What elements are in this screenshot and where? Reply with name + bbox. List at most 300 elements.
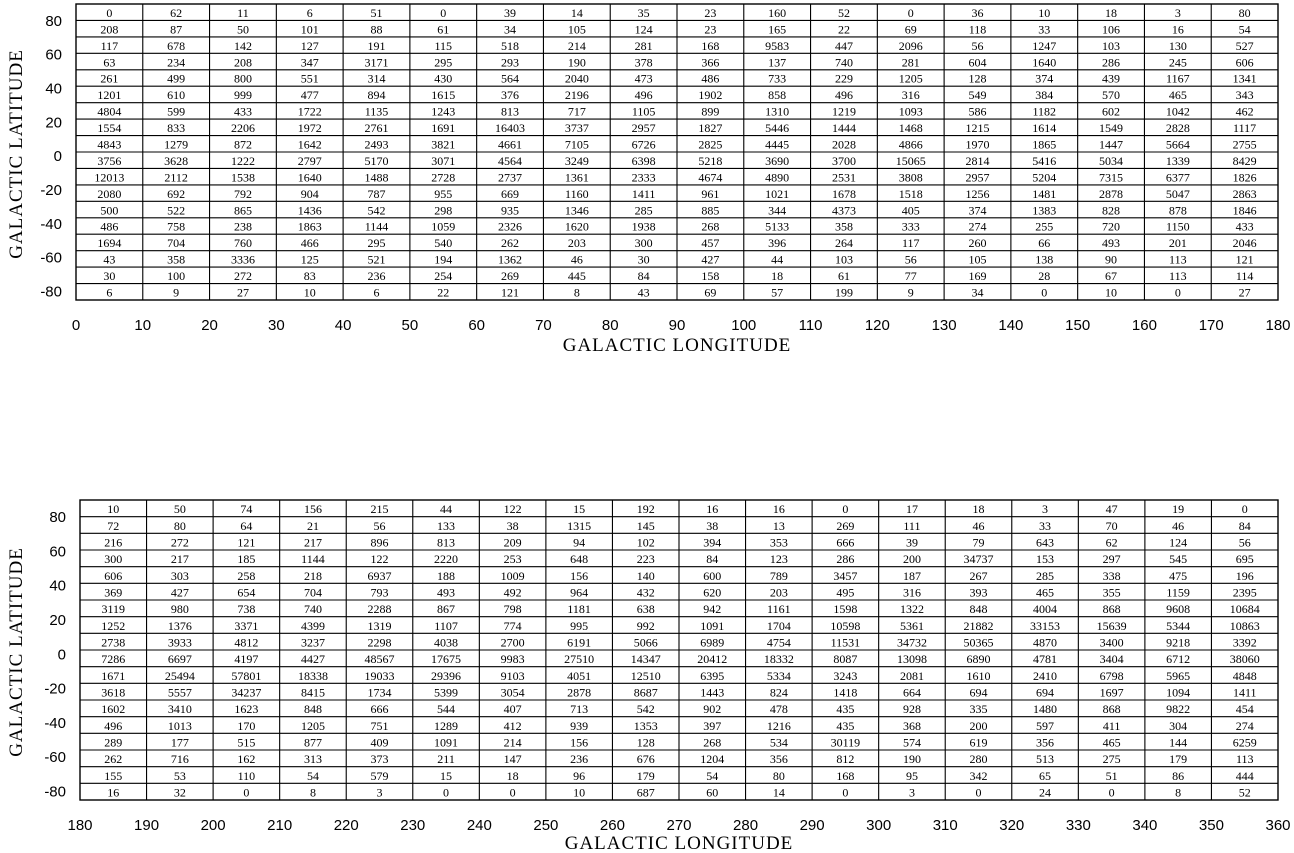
cell-value: 88 <box>370 22 383 37</box>
cell-value: 113 <box>1169 252 1187 267</box>
cell-value: 2326 <box>498 219 523 234</box>
cell-value: 34 <box>504 22 517 37</box>
cell-value: 1252 <box>101 618 126 633</box>
cell-value: 496 <box>634 88 653 103</box>
y-tick-label: 60 <box>45 46 62 64</box>
cell-value: 676 <box>636 752 655 767</box>
cell-value: 0 <box>1108 785 1115 800</box>
cell-value: 90 <box>1105 252 1118 267</box>
cell-value: 13 <box>772 518 785 533</box>
cell-value: 0 <box>842 502 849 517</box>
x-tick-label: 300 <box>866 817 892 834</box>
cell-value: 54 <box>706 768 719 783</box>
cell-value: 1362 <box>498 252 523 267</box>
cell-value: 1167 <box>1166 71 1190 86</box>
cell-value: 4038 <box>434 635 459 650</box>
cell-value: 168 <box>836 768 855 783</box>
cell-value: 695 <box>1235 552 1254 567</box>
cell-value: 5066 <box>633 635 658 650</box>
cell-value: 13098 <box>896 652 927 667</box>
cell-value: 369 <box>104 585 123 600</box>
cell-value: 8 <box>309 785 316 800</box>
cell-value: 478 <box>769 702 788 717</box>
cell-value: 51 <box>370 5 383 20</box>
cell-value: 214 <box>503 735 522 750</box>
cell-value: 9583 <box>765 38 790 53</box>
cell-value: 60 <box>706 785 719 800</box>
cell-value: 1620 <box>564 219 589 234</box>
y-tick-label: -80 <box>44 783 66 801</box>
cell-value: 344 <box>768 203 787 218</box>
cell-value: 1481 <box>1032 186 1057 201</box>
cell-value: 935 <box>501 203 520 218</box>
cell-value: 56 <box>904 252 917 267</box>
cell-value: 1480 <box>1033 702 1058 717</box>
cell-value: 103 <box>834 252 853 267</box>
cell-value: 4781 <box>1033 652 1058 667</box>
y-tick-label: 40 <box>45 80 62 98</box>
cell-value: 0 <box>975 785 982 800</box>
cell-value: 0 <box>106 5 113 20</box>
cell-value: 6377 <box>1165 170 1190 185</box>
cell-value: 393 <box>969 585 988 600</box>
cell-value: 551 <box>300 71 319 86</box>
cell-value: 6 <box>106 285 113 300</box>
cell-value: 169 <box>968 269 987 284</box>
cell-value: 980 <box>170 602 189 617</box>
cell-value: 5344 <box>1166 618 1191 633</box>
cell-value: 84 <box>637 269 650 284</box>
x-tick-label: 40 <box>334 317 352 334</box>
cell-value: 6 <box>306 5 313 20</box>
cell-value: 716 <box>170 752 189 767</box>
cell-value: 245 <box>1168 55 1187 70</box>
cell-value: 1341 <box>1232 71 1257 86</box>
cell-value: 435 <box>836 718 855 733</box>
cell-value: 358 <box>167 252 186 267</box>
cell-value: 54 <box>1238 22 1251 37</box>
cell-value: 32 <box>173 785 186 800</box>
cell-value: 34237 <box>231 685 262 700</box>
x-tick-label: 60 <box>468 317 486 334</box>
cell-value: 439 <box>1102 71 1121 86</box>
cell-value: 586 <box>968 104 987 119</box>
cell-value: 272 <box>233 269 252 284</box>
cell-value: 858 <box>768 88 787 103</box>
cell-value: 19 <box>1172 502 1185 517</box>
cell-value: 1361 <box>564 170 589 185</box>
cell-value: 137 <box>768 55 787 70</box>
cell-value: 713 <box>570 702 589 717</box>
cell-value: 643 <box>1036 535 1055 550</box>
cell-value: 83 <box>303 269 316 284</box>
cell-value: 177 <box>170 735 189 750</box>
cell-value: 2728 <box>431 170 456 185</box>
cell-value: 600 <box>703 568 722 583</box>
cell-value: 1443 <box>700 685 725 700</box>
cell-value: 10 <box>303 285 316 300</box>
cell-value: 34737 <box>963 552 994 567</box>
cell-value: 894 <box>367 88 386 103</box>
cell-value: 274 <box>968 219 987 234</box>
cell-value: 800 <box>233 71 252 86</box>
cell-value: 10 <box>1038 5 1051 20</box>
cell-value: 18 <box>972 502 985 517</box>
x-tick-label: 230 <box>400 817 426 834</box>
y-tick-label: -40 <box>40 215 62 233</box>
cell-value: 179 <box>1169 752 1188 767</box>
cell-value: 9 <box>173 285 180 300</box>
cell-value: 5416 <box>1032 153 1057 168</box>
cell-value: 1161 <box>767 602 791 617</box>
x-axis-title: GALACTIC LONGITUDE <box>564 833 794 853</box>
cell-value: 56 <box>1238 535 1251 550</box>
cell-value: 4004 <box>1033 602 1058 617</box>
cell-value: 65 <box>1039 768 1052 783</box>
cell-value: 544 <box>437 702 456 717</box>
cell-value: 447 <box>834 38 853 53</box>
cell-value: 10 <box>107 502 120 517</box>
cell-value: 27 <box>236 285 249 300</box>
cell-value: 1376 <box>167 618 192 633</box>
cell-value: 255 <box>1035 219 1054 234</box>
cell-value: 2112 <box>164 170 188 185</box>
cell-value: 216 <box>104 535 123 550</box>
cell-value: 214 <box>567 38 586 53</box>
cell-value: 545 <box>1169 552 1188 567</box>
cell-value: 928 <box>902 702 921 717</box>
cell-value: 1436 <box>297 203 322 218</box>
cell-value: 7315 <box>1099 170 1124 185</box>
cell-value: 5133 <box>765 219 790 234</box>
cell-value: 298 <box>434 203 453 218</box>
cell-value: 6259 <box>1232 735 1257 750</box>
cell-value: 619 <box>969 735 988 750</box>
cell-value: 368 <box>902 718 921 733</box>
cell-value: 70 <box>1105 518 1118 533</box>
cell-value: 34732 <box>896 635 927 650</box>
cell-value: 110 <box>237 768 256 783</box>
cell-value: 140 <box>636 568 655 583</box>
cell-value: 168 <box>701 38 720 53</box>
cell-value: 147 <box>503 752 522 767</box>
cell-value: 740 <box>303 602 322 617</box>
cell-value: 4399 <box>300 618 325 633</box>
cell-value: 304 <box>1169 718 1188 733</box>
x-tick-label: 200 <box>200 817 226 834</box>
cell-value: 22 <box>837 22 850 37</box>
cell-value: 534 <box>769 735 788 750</box>
cell-value: 236 <box>367 269 386 284</box>
cell-value: 1322 <box>899 602 924 617</box>
cell-value: 1339 <box>1165 153 1190 168</box>
cell-value: 103 <box>1102 38 1121 53</box>
cell-value: 100 <box>167 269 186 284</box>
cell-value: 115 <box>434 38 453 53</box>
cell-value: 194 <box>434 252 453 267</box>
cell-value: 130 <box>1168 38 1187 53</box>
cell-value: 378 <box>634 55 653 70</box>
cell-value: 14347 <box>630 652 661 667</box>
cell-value: 5557 <box>167 685 192 700</box>
cell-value: 2040 <box>564 71 589 86</box>
cell-value: 21 <box>306 518 319 533</box>
x-tick-label: 130 <box>931 317 957 334</box>
cell-value: 80 <box>772 768 785 783</box>
cell-value: 2737 <box>498 170 523 185</box>
cell-value: 335 <box>969 702 988 717</box>
cell-value: 50 <box>173 502 186 517</box>
cell-value: 0 <box>440 5 447 20</box>
cell-value: 409 <box>370 735 389 750</box>
cell-value: 1615 <box>431 88 456 103</box>
cell-value: 113 <box>1235 752 1254 767</box>
cell-value: 704 <box>167 236 186 251</box>
cell-value: 190 <box>567 55 586 70</box>
x-tick-label: 340 <box>1132 817 1158 834</box>
y-tick-label: 0 <box>53 148 62 166</box>
cell-value: 787 <box>367 186 386 201</box>
cell-value: 500 <box>100 203 119 218</box>
cell-value: 190 <box>902 752 921 767</box>
cell-value: 2738 <box>101 635 126 650</box>
cell-value: 56 <box>373 518 386 533</box>
cell-value: 18338 <box>297 668 328 683</box>
cell-value: 964 <box>570 585 589 600</box>
cell-value: 4197 <box>234 652 259 667</box>
cell-value: 1694 <box>97 236 122 251</box>
cell-value: 124 <box>1169 535 1188 550</box>
cell-value: 7286 <box>101 652 126 667</box>
cell-value: 347 <box>300 55 319 70</box>
cell-value: 798 <box>503 602 522 617</box>
cell-value: 138 <box>1035 252 1054 267</box>
cell-value: 24 <box>1039 785 1052 800</box>
cell-value: 274 <box>1235 718 1254 733</box>
cell-value: 1159 <box>1166 585 1190 600</box>
cell-value: 6395 <box>700 668 725 683</box>
cell-value: 521 <box>367 252 386 267</box>
cell-value: 1215 <box>965 121 990 136</box>
x-tick-label: 250 <box>533 817 559 834</box>
cell-value: 604 <box>968 55 987 70</box>
cell-value: 2333 <box>631 170 656 185</box>
y-tick-label: 0 <box>57 646 66 664</box>
x-tick-label: 160 <box>1131 317 1157 334</box>
cell-value: 3808 <box>898 170 923 185</box>
cell-value: 9 <box>907 285 914 300</box>
cell-value: 1602 <box>101 702 126 717</box>
cell-value: 25494 <box>164 668 195 683</box>
cell-value: 122 <box>370 552 389 567</box>
cell-value: 162 <box>237 752 256 767</box>
cell-value: 397 <box>703 718 722 733</box>
cell-value: 606 <box>104 568 123 583</box>
cell-value: 454 <box>1235 702 1254 717</box>
cell-value: 145 <box>636 518 655 533</box>
x-tick-label: 330 <box>1065 817 1091 834</box>
cell-value: 6726 <box>631 137 656 152</box>
cell-value: 396 <box>768 236 787 251</box>
cell-value: 15639 <box>1096 618 1127 633</box>
cell-value: 179 <box>636 768 655 783</box>
cell-value: 114 <box>1235 269 1254 284</box>
cell-value: 902 <box>703 702 722 717</box>
cell-value: 995 <box>570 618 589 633</box>
cell-value: 654 <box>237 585 256 600</box>
cell-value: 62 <box>1105 535 1118 550</box>
cell-value: 84 <box>706 552 719 567</box>
cell-value: 1488 <box>364 170 389 185</box>
cell-value: 94 <box>573 535 586 550</box>
cell-value: 2863 <box>1232 186 1257 201</box>
cell-value: 4890 <box>765 170 790 185</box>
cell-value: 3933 <box>167 635 192 650</box>
cell-value: 407 <box>503 702 522 717</box>
cell-value: 313 <box>303 752 322 767</box>
cell-value: 53 <box>173 768 186 783</box>
cell-value: 19033 <box>364 668 395 683</box>
cell-value: 574 <box>902 735 921 750</box>
cell-value: 1201 <box>97 88 122 103</box>
x-tick-label: 80 <box>601 317 619 334</box>
cell-value: 8429 <box>1232 153 1257 168</box>
cell-value: 2220 <box>434 552 459 567</box>
cell-value: 6191 <box>567 635 592 650</box>
cell-value: 1418 <box>833 685 858 700</box>
cell-value: 36 <box>971 5 984 20</box>
cell-value: 606 <box>1235 55 1254 70</box>
cell-value: 34 <box>971 285 984 300</box>
cell-value: 185 <box>237 552 256 567</box>
cell-value: 353 <box>769 535 788 550</box>
cell-value: 0 <box>907 5 914 20</box>
cell-value: 38060 <box>1229 652 1260 667</box>
x-tick-label: 150 <box>1065 317 1091 334</box>
cell-value: 599 <box>167 104 186 119</box>
cell-value: 191 <box>367 38 386 53</box>
cell-value: 6712 <box>1166 652 1191 667</box>
cell-value: 499 <box>167 71 186 86</box>
cell-value: 648 <box>570 552 589 567</box>
cell-value: 54 <box>306 768 319 783</box>
x-tick-label: 90 <box>668 317 686 334</box>
cell-value: 79 <box>972 535 985 550</box>
cell-value: 43 <box>637 285 650 300</box>
cell-value: 493 <box>1102 236 1121 251</box>
cell-value: 133 <box>437 518 456 533</box>
cell-value: 1247 <box>1032 38 1057 53</box>
cell-value: 9103 <box>500 668 525 683</box>
cell-value: 28 <box>1038 269 1051 284</box>
cell-value: 11531 <box>830 635 861 650</box>
x-tick-label: 180 <box>1265 317 1291 334</box>
x-tick-label: 290 <box>799 817 825 834</box>
cell-value: 9608 <box>1166 602 1191 617</box>
cell-value: 128 <box>636 735 655 750</box>
cell-value: 211 <box>437 752 455 767</box>
cell-value: 1468 <box>898 121 923 136</box>
cell-value: 46 <box>1172 518 1185 533</box>
cell-value: 1094 <box>1166 685 1191 700</box>
cell-value: 57 <box>771 285 784 300</box>
cell-value: 2531 <box>831 170 856 185</box>
cell-value: 2081 <box>899 668 924 683</box>
cell-value: 564 <box>501 71 520 86</box>
cell-value: 295 <box>434 55 453 70</box>
cell-value: 56 <box>971 38 984 53</box>
cell-value: 254 <box>434 269 453 284</box>
cell-value: 355 <box>1102 585 1121 600</box>
y-tick-label: 40 <box>49 577 66 595</box>
x-tick-label: 140 <box>998 317 1024 334</box>
cell-value: 433 <box>233 104 252 119</box>
cell-value: 10598 <box>830 618 861 633</box>
cell-value: 1279 <box>164 137 189 152</box>
cell-value: 495 <box>836 585 855 600</box>
cell-value: 704 <box>303 585 322 600</box>
cell-value: 268 <box>703 735 722 750</box>
cell-value: 72 <box>107 518 120 533</box>
cell-value: 16 <box>107 785 120 800</box>
cell-value: 872 <box>233 137 252 152</box>
cell-value: 356 <box>1036 735 1055 750</box>
x-tick-label: 50 <box>401 317 419 334</box>
cell-value: 1105 <box>631 104 656 119</box>
cell-value: 878 <box>1168 203 1187 218</box>
cell-value: 1150 <box>1166 219 1190 234</box>
cell-value: 3336 <box>230 252 255 267</box>
cell-value: 217 <box>170 552 189 567</box>
cell-value: 411 <box>1102 718 1121 733</box>
cell-value: 61 <box>437 22 450 37</box>
cell-value: 96 <box>573 768 586 783</box>
cell-value: 1518 <box>898 186 923 201</box>
cell-value: 760 <box>233 236 252 251</box>
cell-value: 4427 <box>300 652 325 667</box>
cell-value: 44 <box>771 252 784 267</box>
cell-value: 1640 <box>297 170 322 185</box>
cell-value: 394 <box>703 535 722 550</box>
cell-value: 2957 <box>631 121 656 136</box>
cell-value: 412 <box>503 718 522 733</box>
cell-value: 223 <box>636 552 655 567</box>
cell-value: 1697 <box>1099 685 1124 700</box>
cell-value: 877 <box>303 735 322 750</box>
cell-value: 1021 <box>765 186 790 201</box>
cell-value: 29396 <box>431 668 462 683</box>
cell-value: 208 <box>233 55 252 70</box>
y-axis-title: GALACTIC LATITUDE <box>6 547 27 757</box>
cell-value: 155 <box>104 768 123 783</box>
cell-value: 30 <box>637 252 650 267</box>
cell-value: 3410 <box>167 702 192 717</box>
cell-value: 2046 <box>1232 236 1257 251</box>
cell-value: 118 <box>968 22 987 37</box>
cell-value: 4812 <box>234 635 259 650</box>
cell-value: 2410 <box>1033 668 1058 683</box>
cell-value: 121 <box>237 535 256 550</box>
cell-value: 23 <box>704 5 717 20</box>
cell-value: 208 <box>100 22 119 37</box>
cell-value: 9822 <box>1166 702 1191 717</box>
cell-value: 384 <box>1035 88 1054 103</box>
cell-value: 2797 <box>297 153 322 168</box>
x-tick-label: 170 <box>1198 317 1224 334</box>
cell-value: 475 <box>1169 568 1188 583</box>
y-tick-label: -60 <box>40 249 62 267</box>
cell-value: 848 <box>969 602 988 617</box>
